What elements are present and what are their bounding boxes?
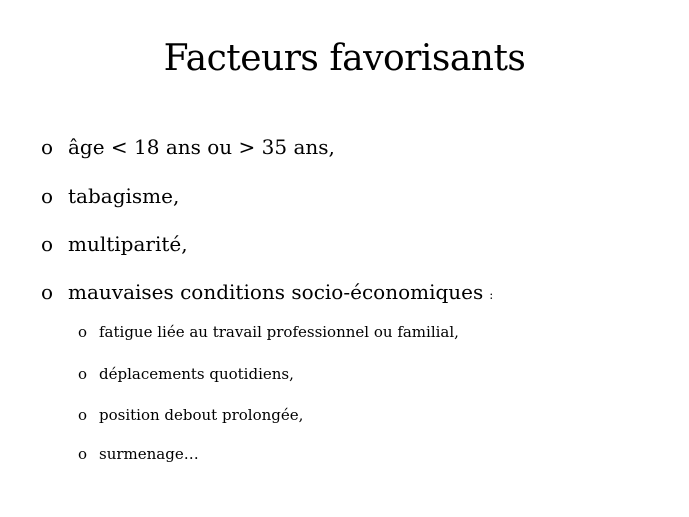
list-item-text: âge < 18 ans ou > 35 ans, bbox=[68, 135, 335, 159]
sub-list-item bbox=[78, 443, 199, 465]
sub-list-item-text: surmenage… bbox=[99, 445, 199, 463]
sub-list-item-text: déplacements quotidiens, bbox=[99, 365, 294, 383]
sub-list-item bbox=[78, 321, 459, 343]
list-item bbox=[41, 182, 179, 210]
list-item-text: mauvaises conditions socio-économiques bbox=[68, 280, 484, 304]
bullet-icon: o bbox=[78, 365, 88, 383]
sub-list-item-text: position debout prolongée, bbox=[99, 406, 304, 424]
sub-list-item-text: fatigue liée au travail professionnel ou familial, bbox=[99, 323, 459, 341]
list-item-suffix: : bbox=[489, 288, 494, 302]
bullet-icon: o bbox=[41, 135, 54, 159]
bullet-icon: o bbox=[78, 445, 88, 463]
bullet-icon: o bbox=[41, 280, 54, 304]
slide-title: Facteurs favorisants bbox=[163, 38, 526, 79]
list-item-text: multiparité, bbox=[68, 232, 188, 256]
bullet-icon: o bbox=[78, 406, 88, 424]
bullet-icon: o bbox=[41, 184, 54, 208]
list-item bbox=[41, 133, 335, 161]
sub-list-item bbox=[78, 363, 294, 385]
bullet-icon: o bbox=[41, 232, 54, 256]
list-item bbox=[41, 278, 493, 309]
list-item bbox=[41, 230, 188, 258]
sub-list-item bbox=[78, 404, 303, 426]
list-item-text: tabagisme, bbox=[68, 184, 180, 208]
bullet-icon: o bbox=[78, 323, 88, 341]
